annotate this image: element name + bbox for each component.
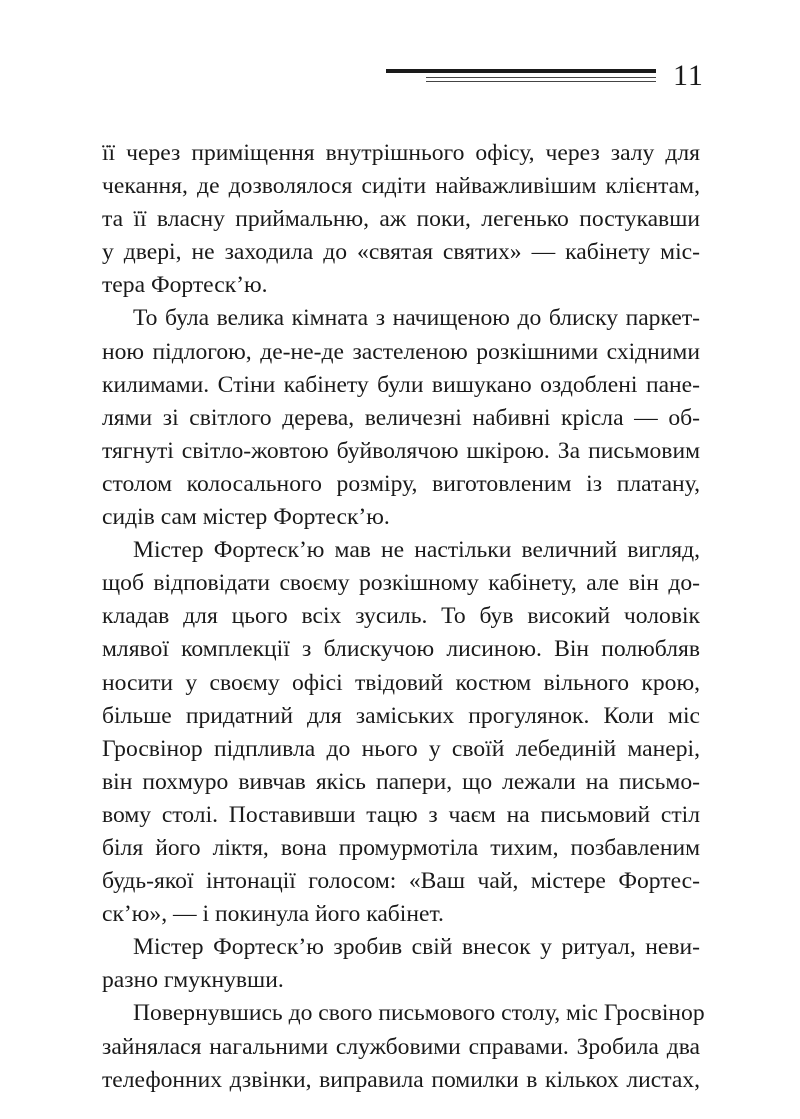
page-number: 11 [673, 59, 704, 92]
text-line: будь-якої інтонації голосом: «Ваш чай, містере Фортес- [102, 868, 700, 895]
text-line: кладав для цього всіх зусиль. То був високий чоловік [102, 603, 700, 630]
text-line: біля його ліктя, вона промурмотіла тихим, позбавленим [102, 834, 700, 861]
text-line: Містер Фортеск’ю мав не настільки величний вигляд, [133, 537, 700, 564]
text-line: та її власну приймальню, аж поки, легенько постукавши [102, 206, 700, 233]
text-line: столом колосального розміру, виготовленим із платану, [102, 470, 700, 497]
text-line: тягнуті світло-жовтою буйволячою шкірою. За письмовим [102, 437, 700, 464]
body-text [102, 137, 705, 1097]
text-line: Повернувшись до свого письмового столу, міс Гросвінор [133, 1000, 705, 1027]
text-line: тера Фортеск’ю. [102, 272, 268, 299]
header-rule-thin [426, 81, 656, 82]
paragraph [102, 302, 700, 534]
paragraph [102, 997, 705, 1096]
text-line: чекання, де дозволялося сидіти найважливішим клієнтам, [102, 173, 700, 200]
paragraph [102, 137, 700, 302]
text-line: її через приміщення внутрішнього офісу, через залу для [102, 140, 700, 166]
text-line: То була велика кімната з начищеною до блиску паркет- [133, 305, 700, 332]
text-line: Гросвінор підпливла до нього у своїй лебединій манері, [102, 735, 700, 762]
text-line: млявої комплекції з блискучою лисиною. Він полюбляв [102, 636, 700, 663]
text-line: у двері, не заходила до «святая святих» — кабінету міс- [102, 239, 700, 266]
text-line: більше придатний для заміських прогулянок. Коли міс [102, 702, 700, 729]
text-line: Містер Фортеск’ю зробив свій внесок у ритуал, неви- [133, 934, 700, 961]
text-line: він похмуро вивчав якісь папери, що лежали на письмо- [102, 768, 700, 795]
header-rule-thin [426, 77, 656, 78]
text-line: носити у своєму офісі твідовий костюм вільного крою, [102, 669, 700, 696]
text-line: телефонних дзвінки, виправила помилки в кількох листах, [102, 1066, 700, 1093]
text-line: щоб відповідати своєму розкішному кабінету, але він до- [102, 570, 700, 597]
header-rule-thick [386, 69, 656, 73]
running-header [386, 58, 702, 98]
paragraph [102, 931, 700, 997]
paragraph [102, 534, 700, 931]
text-line: вому столі. Поставивши тацю з чаєм на письмовий стіл [102, 801, 700, 828]
text-line: разно гмукнувши. [102, 967, 284, 994]
text-line: килимами. Стіни кабінету були вишукано оздоблені пане- [102, 371, 700, 398]
text-line: сидів сам містер Фортеск’ю. [102, 504, 390, 531]
text-line: лями зі світлого дерева, величезні набивні крісла — об- [102, 404, 700, 431]
text-line: зайнялася нагальними службовими справами. Зробила два [102, 1033, 700, 1060]
text-line: ск’ю», — і покинула його кабінет. [102, 901, 444, 928]
text-line: ною підлогою, де-не-де застеленою розкішними східними [102, 338, 700, 365]
